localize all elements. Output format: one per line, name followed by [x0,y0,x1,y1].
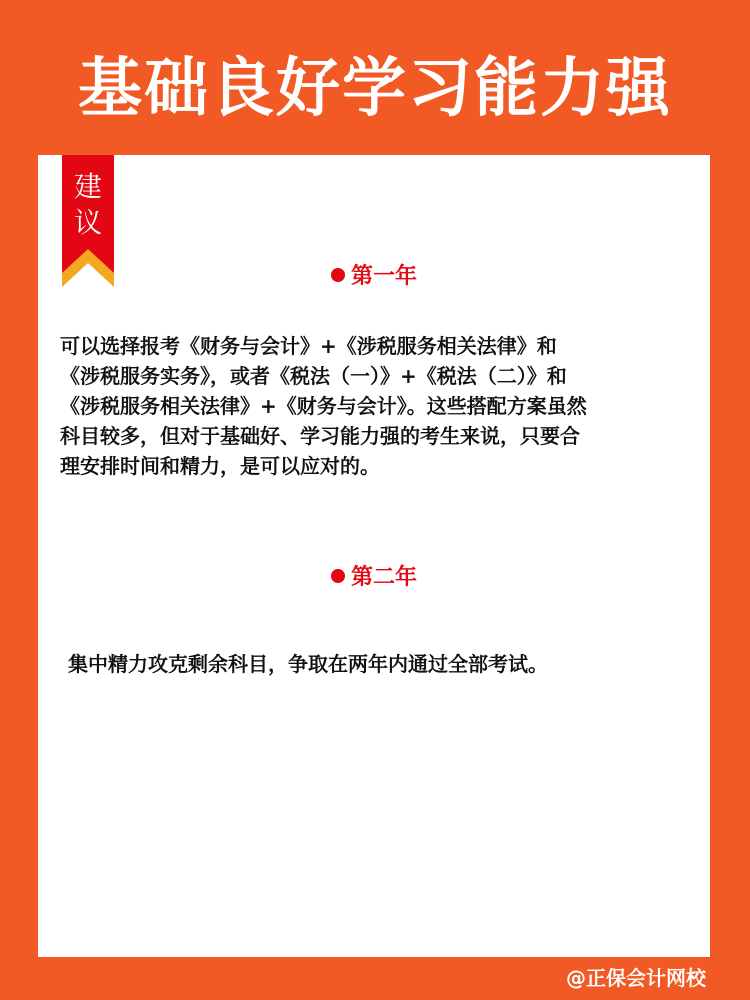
paragraph-line: 科目较多，但对于基础好、学习能力强的考生来说，只要合 [60,424,580,448]
paragraph-line: 《涉税服务相关法律》+《财务与会计》。这些搭配方案虽然 [60,394,587,418]
ribbon-label [62,169,114,241]
paragraph-line: 理安排时间和精力，是可以应对的。 [60,454,380,478]
ribbon-label-line-2: 议 [73,206,102,239]
year-2-paragraph: 集中精力攻克剩余科目，争取在两年内通过全部考试。 [68,652,548,676]
content-card [38,155,710,957]
bullet-dot-icon [331,569,345,583]
year-1-paragraph [60,331,700,481]
paragraph-line: 可以选择报考《财务与会计》+《涉税服务相关法律》和 [60,334,557,358]
section-heading-year-1 [38,262,710,292]
paragraph-line: 《涉税服务实务》，或者《税法（一）》+《税法（二）》和 [60,364,567,388]
bullet-dot-icon [331,268,345,282]
section-heading-year-2 [38,563,710,593]
section-heading-text: 第一年 [350,264,417,289]
brand-watermark: @正保会计网校 [566,966,706,990]
page-title: 基础良好学习能力强 [78,52,672,126]
section-heading-text: 第二年 [350,565,417,590]
ribbon-label-line-1: 建 [73,170,102,203]
